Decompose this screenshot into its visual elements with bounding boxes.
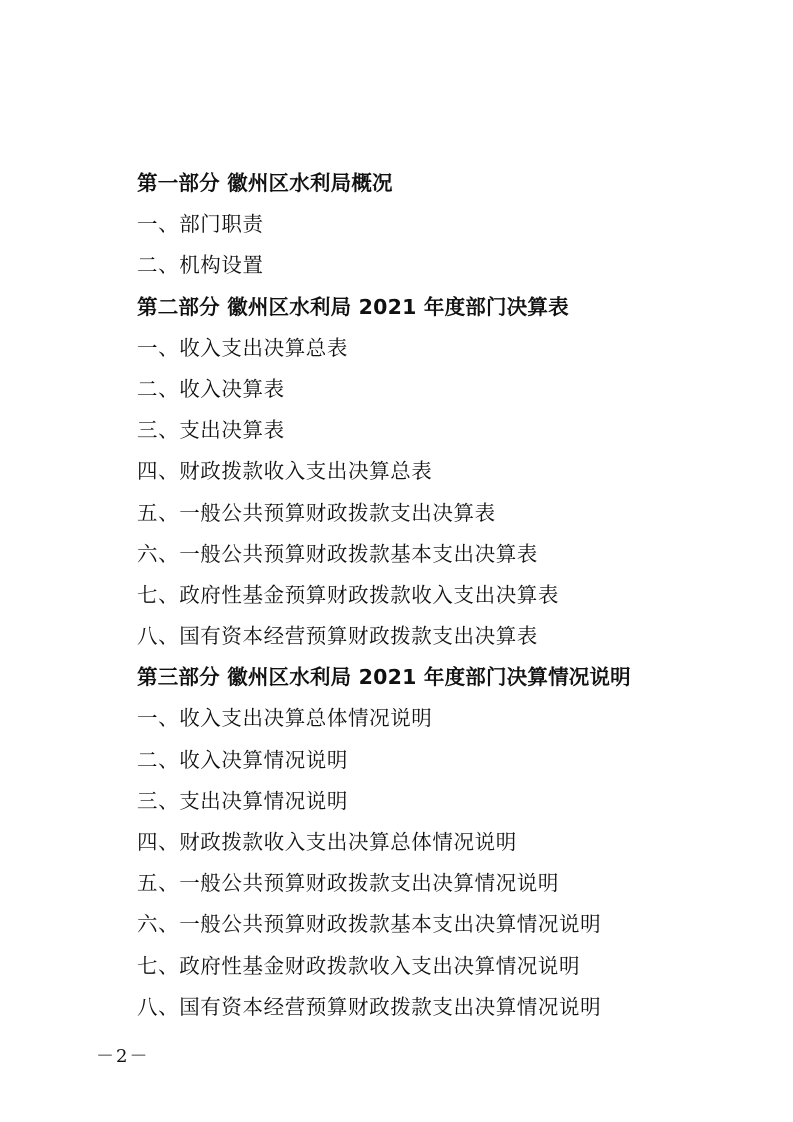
toc-item: 八、国有资本经营预算财政拨款支出决算情况说明 <box>137 994 602 1019</box>
toc-item: 五、一般公共预算财政拨款支出决算表 <box>137 500 496 525</box>
toc-item: 三、支出决算表 <box>137 418 285 443</box>
toc-item: 八、国有资本经营预算财政拨款支出决算表 <box>137 624 538 649</box>
toc-item: 二、机构设置 <box>137 253 264 278</box>
toc-item: 七、政府性基金预算财政拨款收入支出决算表 <box>137 582 559 607</box>
toc-item: 五、一般公共预算财政拨款支出决算情况说明 <box>137 871 559 896</box>
toc-item: 二、收入决算表 <box>137 376 285 401</box>
toc-item: 一、部门职责 <box>137 212 264 237</box>
toc-item: 一、收入支出决算总表 <box>137 335 348 360</box>
table-of-contents <box>137 163 757 1028</box>
page-number: －2－ <box>96 1046 150 1067</box>
part3-heading: 第三部分 徽州区水利局 2021 年度部门决算情况说明 <box>137 665 631 690</box>
toc-item: 六、一般公共预算财政拨款基本支出决算情况说明 <box>137 912 602 937</box>
toc-item: 三、支出决算情况说明 <box>137 788 348 813</box>
part1-heading: 第一部分 徽州区水利局概况 <box>137 171 393 195</box>
toc-item: 七、政府性基金财政拨款收入支出决算情况说明 <box>137 953 581 978</box>
toc-item: 六、一般公共预算财政拨款基本支出决算表 <box>137 541 538 566</box>
toc-item: 四、财政拨款收入支出决算总体情况说明 <box>137 830 517 854</box>
part2-heading: 第二部分 徽州区水利局 2021 年度部门决算表 <box>137 294 569 319</box>
toc-item: 四、财政拨款收入支出决算总表 <box>137 459 433 484</box>
toc-item: 二、收入决算情况说明 <box>137 747 348 772</box>
toc-item: 一、收入支出决算总体情况说明 <box>137 706 433 731</box>
